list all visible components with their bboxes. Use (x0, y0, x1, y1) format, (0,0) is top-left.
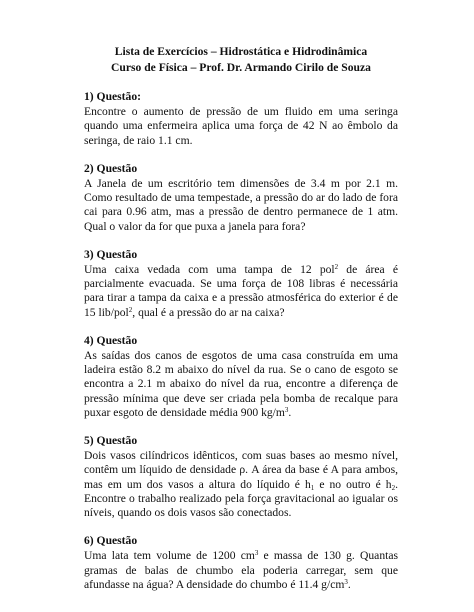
question-text: Uma caixa vedada com uma tampa de 12 pol$^2$ de área é parcialmente evacuada. Se uma força de 108 libras é necessária para tirar a tampa da caixa e a pressão atmosférica do exterior é de 15 lib/pol$^2$, qual é a pressão do ar na caixa? (84, 263, 399, 319)
question-4 (84, 334, 398, 420)
question-heading: 2) Questão (84, 161, 138, 175)
question-text: Uma lata tem volume de 1200 $cm^3$ e massa de 130 g. Quantas gramas de balas de chumbo ela poderia carregar, sem que afundasse na água? A densidade do chumbo é 11.4 $g/cm^3$. (84, 549, 398, 591)
title-line-2: Curso de Física – Prof. Dr. Armando Cirilo de Souza (111, 61, 371, 74)
question-heading: 3) Questão (84, 247, 138, 261)
question-text: As saídas dos canos de esgotos de uma casa construída em uma ladeira estão 8.2 m abaixo do nível da rua. Se o cano de esgoto se encontra a 2.1 m abaixo do nível da rua, encontre a diferença de pressão mínima que deve ser criada pela bomba de recalque para puxar esgoto de densidade média 900 $kg/m^3$. (84, 349, 398, 419)
question-5 (84, 434, 398, 520)
question-1 (84, 90, 398, 148)
question-text: Encontre o aumento de pressão de um fluido em uma seringa quando uma enfermeira aplica uma força de 42 N ao êmbolo da seringa, de raio 1.1 cm. (84, 105, 398, 147)
document-title (84, 44, 398, 76)
question-2 (84, 162, 398, 234)
question-text: A Janela de um escritório tem dimensões de 3.4 m por 2.1 m. Como resultado de uma tempestade, a pressão do ar do lado de fora cai para 0.96 atm, mas a pressão de dentro permanece de 1 atm. Qual o valor da for que puxa a janela para fora? (84, 177, 398, 233)
question-text: Dois vasos cilíndricos idênticos, com suas bases ao mesmo nível, contêm um líquido de densidade ρ. A área da base é A para ambos, mas em um dos vasos a altura do líquido é $h_1$ e no outro é $h_2$. Encontre o trabalho realizado pela força gravitacional ao igualar os níveis, quando os dois vasos são conectados. (84, 449, 399, 520)
title-line-1: Lista de Exercícios – Hidrostática e Hidrodinâmica (114, 45, 368, 58)
question-heading: 5) Questão (84, 434, 138, 448)
question-heading: 6) Questão (84, 534, 138, 548)
question-heading: 1) Questão: (84, 90, 141, 103)
question-heading: 4) Questão (84, 333, 138, 347)
question-3 (84, 248, 398, 320)
question-6 (84, 534, 398, 592)
